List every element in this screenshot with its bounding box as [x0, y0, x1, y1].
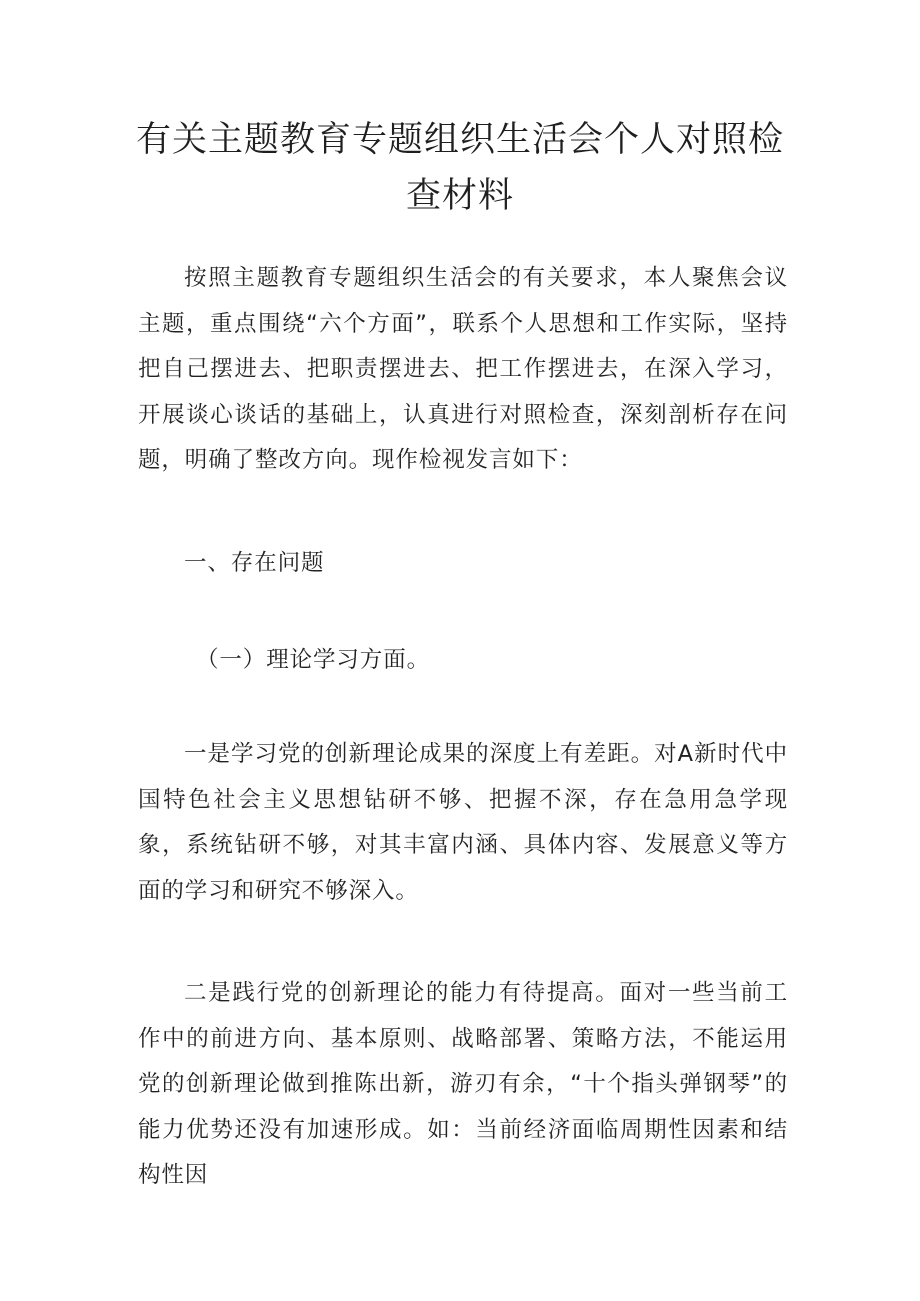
subsection-heading-theory-study: （一）理论学习方面。: [196, 647, 431, 673]
document-title: 有关主题教育专题组织生活会个人对照检查材料: [135, 120, 784, 216]
intro-paragraph: 按照主题教育专题组织生活会的有关要求，本人聚焦会议主题，重点围绕“六个方面”，联系个人思想和工作实际，坚持把自己摆进去、把职责摆进去、把工作摆进去，在深入学习，开展谈心谈话的基础上，认真进行对照检查，深刻剖析存在问题，明确了整改方向。现作检视发言如下：: [138, 265, 788, 473]
section-heading-problems: 一、存在问题: [184, 550, 325, 576]
point-1-paragraph: 一是学习党的创新理论成果的深度上有差距。对A新时代中国特色社会主义思想钻研不够、把握不深，存在急用急学现象，系统钻研不够，对其丰富内涵、具体内容、发展意义等方面的学习和研究不够深入。: [138, 741, 788, 904]
point-2-paragraph: 二是践行党的创新理论的能力有待提高。面对一些当前工作中的前进方向、基本原则、战略部署、策略方法，不能运用党的创新理论做到推陈出新，游刃有余，“十个指头弹钢琴”的能力优势还没有加速形成。如：当前经济面临周期性因素和结构性因: [138, 980, 788, 1188]
